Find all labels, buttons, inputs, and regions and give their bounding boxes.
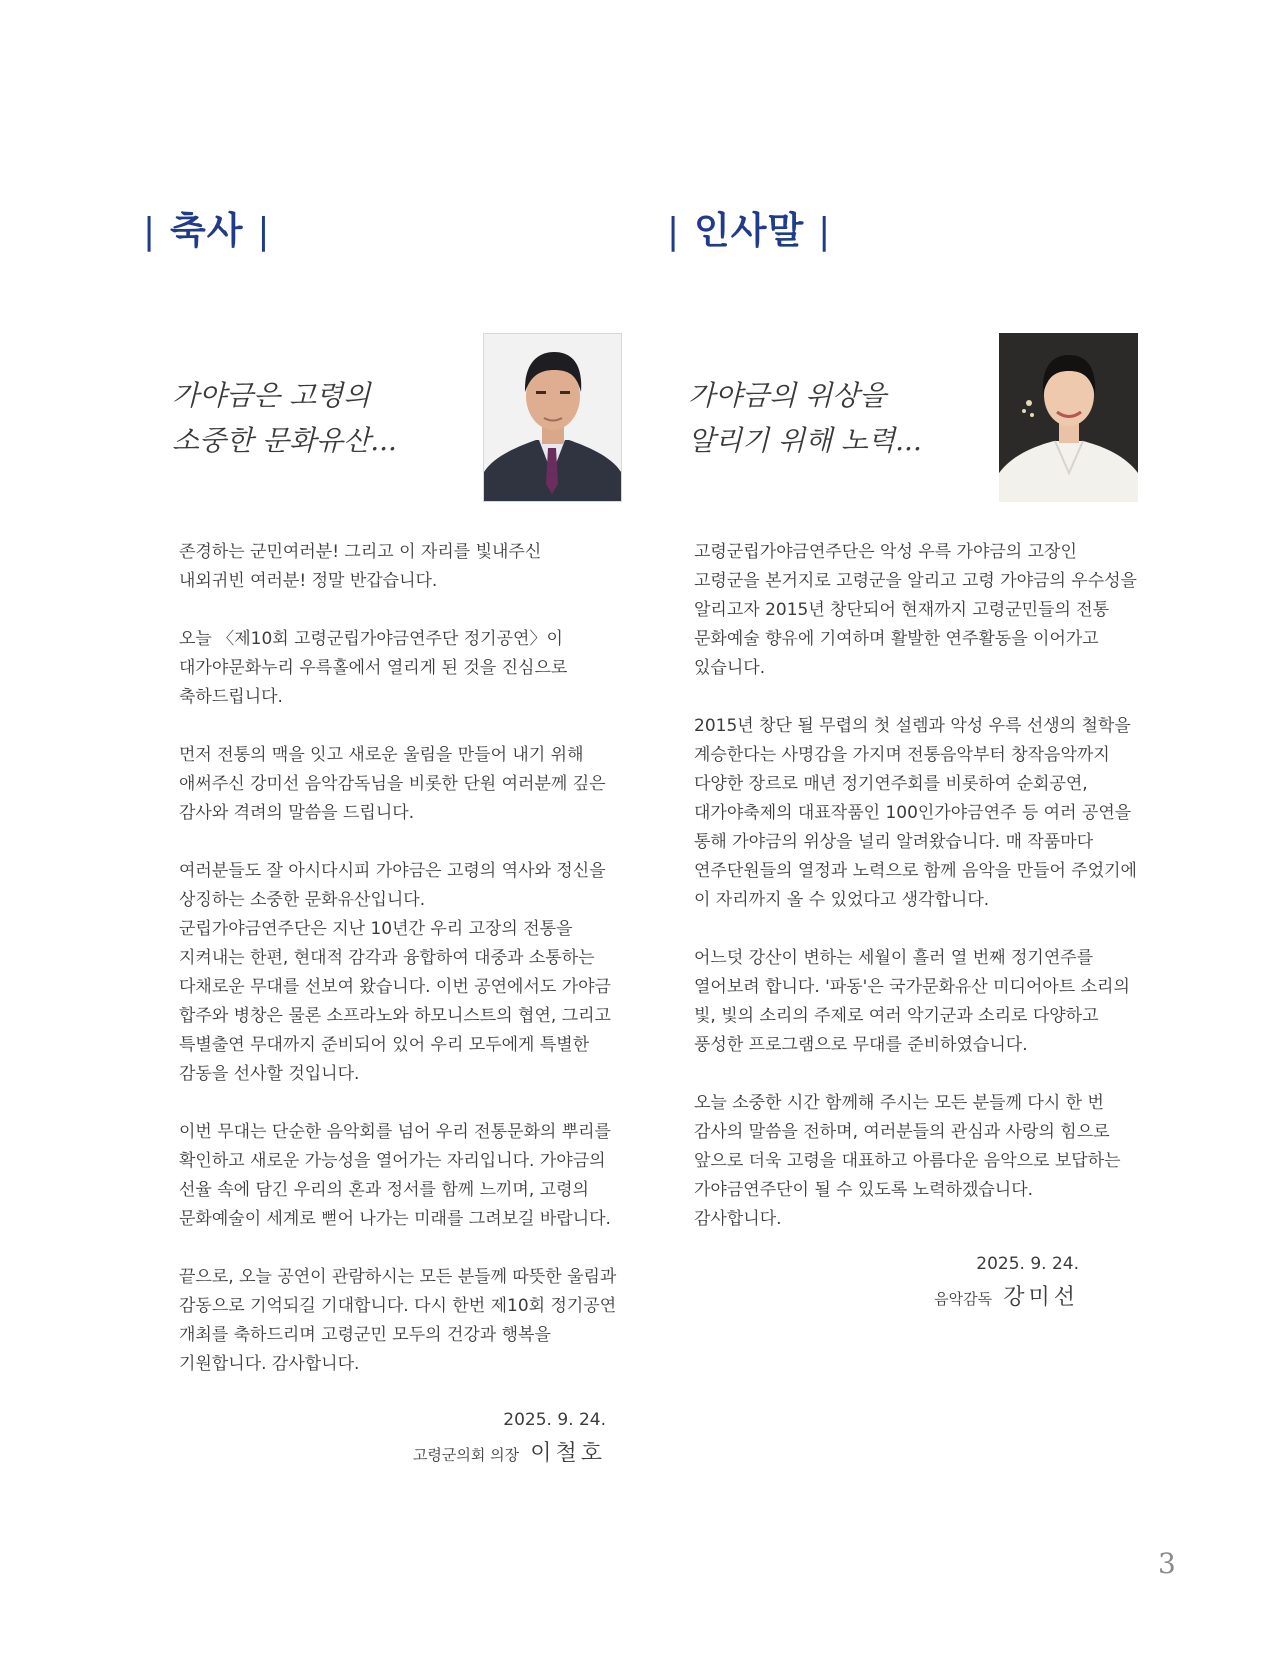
signatory-role: 음악감독 — [934, 1290, 993, 1308]
text-line: 알리고자 2015년 창단되어 현재까지 고령군민들의 전통 — [694, 600, 1110, 620]
paragraph — [694, 712, 1144, 915]
music-director-portrait — [999, 333, 1138, 502]
text-line: 다채로운 무대를 선보여 왔습니다. 이번 공연에서도 가야금 — [179, 977, 611, 997]
text-line: 확인하고 새로운 가능성을 열어가는 자리입니다. 가야금의 — [179, 1151, 606, 1171]
text-line: 축하드립니다. — [179, 687, 283, 707]
text-line: 먼저 전통의 맥을 잇고 새로운 울림을 만들어 내기 위해 — [179, 745, 584, 765]
text-line: 감동을 선사할 것입니다. — [179, 1064, 360, 1084]
text-line: 상징하는 소중한 문화유산입니다. — [179, 890, 426, 910]
greeting-speech-body — [694, 538, 1144, 1263]
text-line: 끝으로, 오늘 공연이 관람하시는 모든 분들께 따뜻한 울림과 — [179, 1267, 617, 1287]
right-tagline — [688, 373, 922, 463]
text-line: 어느덧 강산이 변하는 세월이 흘러 열 번째 정기연주를 — [694, 948, 1094, 968]
text-line: 다양한 장르로 매년 정기연주회를 비롯하여 순회공연, — [694, 774, 1088, 794]
right-signature-block — [934, 1254, 1079, 1311]
signature-date: 2025. 9. 24. — [503, 1410, 606, 1430]
paragraph — [179, 1118, 629, 1234]
text-line: 풍성한 프로그램으로 무대를 준비하였습니다. — [694, 1035, 1028, 1055]
paragraph — [694, 944, 1144, 1060]
text-line: 선율 속에 담긴 우리의 혼과 정서를 함께 느끼며, 고령의 — [179, 1180, 589, 1200]
text-line: 기원합니다. 감사합니다. — [179, 1354, 360, 1374]
paragraph — [694, 1089, 1144, 1234]
text-line: 연주단원들의 열정과 노력으로 함께 음악을 만들어 주었기에 — [694, 861, 1137, 881]
text-line: 있습니다. — [694, 658, 766, 678]
text-line: 빛, 빛의 소리의 주제로 여러 악기군과 소리로 다양하고 — [694, 1006, 1099, 1026]
text-line: 군립가야금연주단은 지난 10년간 우리 고장의 전통을 — [179, 919, 573, 939]
right-section-heading: | 인사말 | — [667, 209, 832, 252]
text-line: 계승한다는 사명감을 가지며 전통음악부터 창작음악까지 — [694, 745, 1110, 765]
right-tagline-line: 가야금의 위상을 — [688, 379, 887, 412]
council-chairman-portrait — [483, 333, 622, 502]
left-section-heading: | 축사 | — [143, 209, 271, 252]
text-line: 존경하는 군민여러분! 그리고 이 자리를 빛내주신 — [179, 542, 542, 562]
paragraph — [179, 741, 629, 828]
text-line: 이 자리까지 올 수 있었다고 생각합니다. — [694, 890, 990, 910]
paragraph — [179, 857, 629, 1089]
signature-date: 2025. 9. 24. — [976, 1254, 1079, 1274]
left-heading-text: 축사 — [170, 209, 244, 252]
text-line: 감사와 격려의 말씀을 드립니다. — [179, 803, 415, 823]
text-line: 내외귀빈 여러분! 정말 반갑습니다. — [179, 571, 438, 591]
text-line: 고령군립가야금연주단은 악성 우륵 가야금의 고장인 — [694, 542, 1077, 562]
paragraph — [179, 625, 629, 712]
text-line: 앞으로 더욱 고령을 대표하고 아름다운 음악으로 보답하는 — [694, 1151, 1121, 1171]
text-line: 감동으로 기억되길 기대합니다. 다시 한번 제10회 정기공연 — [179, 1296, 617, 1316]
text-line: 대가야문화누리 우륵홀에서 열리게 된 것을 진심으로 — [179, 658, 568, 678]
paragraph — [694, 538, 1144, 683]
text-line: 여러분들도 잘 아시다시피 가야금은 고령의 역사와 정신을 — [179, 861, 606, 881]
text-line: 감사의 말씀을 전하며, 여러분들의 관심과 사랑의 힘으로 — [694, 1122, 1110, 1142]
signatory-name: 이철호 — [530, 1441, 606, 1466]
text-line: 통해 가야금의 위상을 널리 알려왔습니다. 매 작품마다 — [694, 832, 1094, 852]
text-line: 고령군을 본거지로 고령군을 알리고 고령 가야금의 우수성을 — [694, 571, 1137, 591]
congratulatory-speech-body — [179, 538, 629, 1408]
text-line: 애써주신 강미선 음악감독님을 비롯한 단원 여러분께 깊은 — [179, 774, 606, 794]
text-line: 오늘 〈제10회 고령군립가야금연주단 정기공연〉이 — [179, 629, 563, 649]
text-line: 문화예술 향유에 기여하며 활발한 연주활동을 이어가고 — [694, 629, 1099, 649]
paragraph — [179, 538, 629, 596]
signatory-role: 고령군의회 의장 — [412, 1446, 520, 1464]
left-tagline — [172, 373, 397, 463]
text-line: 지켜내는 한편, 현대적 감각과 융합하여 대중과 소통하는 — [179, 948, 595, 968]
right-heading-text: 인사말 — [694, 209, 805, 252]
text-line: 문화예술이 세계로 뻗어 나가는 미래를 그려보길 바랍니다. — [179, 1209, 611, 1229]
signatory-name: 강미선 — [1003, 1285, 1079, 1310]
page-number: 3 — [1158, 1547, 1176, 1580]
text-line: 대가야축제의 대표작품인 100인가야금연주 등 여러 공연을 — [694, 803, 1132, 823]
left-tagline-line: 소중한 문화유산... — [172, 424, 397, 457]
text-line: 가야금연주단이 될 수 있도록 노력하겠습니다. — [694, 1180, 1034, 1200]
paragraph — [179, 1263, 629, 1379]
text-line: 특별출연 무대까지 준비되어 있어 우리 모두에게 특별한 — [179, 1035, 590, 1055]
left-signature-block — [413, 1410, 606, 1467]
right-tagline-line: 알리기 위해 노력... — [688, 424, 922, 457]
text-line: 2015년 창단 될 무렵의 첫 설렘과 악성 우륵 선생의 철학을 — [694, 716, 1131, 736]
text-line: 합주와 병창은 물론 소프라노와 하모니스트의 협연, 그리고 — [179, 1006, 611, 1026]
text-line: 개최를 축하드리며 고령군민 모두의 건강과 행복을 — [179, 1325, 551, 1345]
text-line: 오늘 소중한 시간 함께해 주시는 모든 분들께 다시 한 번 — [694, 1093, 1104, 1113]
text-line: 열어보려 합니다. '파동'은 국가문화유산 미디어아트 소리의 — [694, 977, 1130, 997]
text-line: 이번 무대는 단순한 음악회를 넘어 우리 전통문화의 뿌리를 — [179, 1122, 611, 1142]
left-tagline-line: 가야금은 고령의 — [172, 379, 371, 412]
text-line: 감사합니다. — [694, 1209, 782, 1229]
